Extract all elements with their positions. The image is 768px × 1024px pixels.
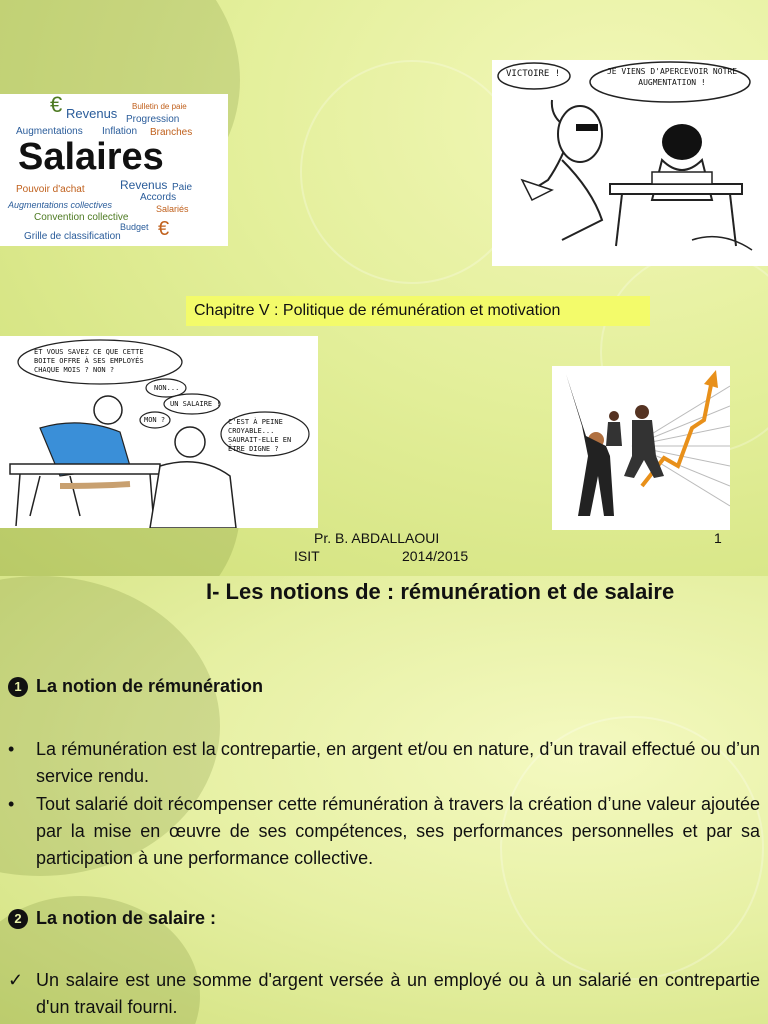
list-item bbox=[8, 967, 760, 1021]
chapter-title: Chapitre V : Politique de rémunération et motivation bbox=[186, 296, 650, 326]
word-cloud-image bbox=[0, 94, 228, 246]
speech-bubble: VICTOIRE ! bbox=[506, 69, 561, 79]
school-name: ISIT bbox=[294, 548, 320, 564]
speech-bubble: NON... bbox=[154, 384, 180, 392]
speech-bubble: MON ? bbox=[144, 416, 166, 424]
section-number: 2 bbox=[8, 909, 28, 929]
cloud-word: Bulletin de paie bbox=[132, 102, 187, 111]
list-item bbox=[8, 736, 760, 790]
bullet-mark: • bbox=[8, 794, 15, 814]
section-heading-text: La notion de rémunération bbox=[36, 676, 264, 696]
bullet-text: Tout salarié doit récompenser cette rémunération à travers la création d’une valeur ajoutée par la mise en œuvre de ses compétences, ses performances personnelles et par sa participation à une performance collective. bbox=[36, 794, 760, 868]
academic-year: 2014/2015 bbox=[402, 548, 469, 564]
cloud-word: Revenus bbox=[120, 178, 168, 192]
cloud-word: Convention collective bbox=[34, 212, 129, 223]
speech-bubble: JE VIENS D'APERCEVOIR NOTRE AUGMENTATION ! bbox=[606, 67, 738, 87]
cloud-word: Pouvoir d'achat bbox=[16, 184, 85, 195]
speech-bubble: UN SALAIRE ! bbox=[170, 400, 221, 408]
bullet-mark: • bbox=[8, 739, 15, 759]
section-heading-salaire bbox=[8, 908, 216, 929]
cartoon-salary-image bbox=[0, 336, 318, 528]
cloud-word: Progression bbox=[126, 114, 180, 125]
cloud-word: Budget bbox=[120, 222, 149, 232]
speech-bubble: C'EST À PEINE CROYABLE... SAURAIT-ELLE EN ÊTRE DIGNE ? bbox=[228, 418, 292, 453]
cloud-word: Branches bbox=[150, 127, 193, 138]
list-item bbox=[8, 791, 760, 872]
euro-symbol: € bbox=[50, 92, 63, 117]
cloud-word: Paie bbox=[172, 182, 193, 193]
cloud-word: Revenus bbox=[66, 106, 118, 121]
cloud-word: Augmentations collectives bbox=[8, 200, 113, 210]
euro-symbol: € bbox=[158, 218, 170, 240]
cloud-main-word: Salaires bbox=[18, 136, 164, 178]
section-heading-remuneration bbox=[8, 676, 263, 697]
cloud-word: Grille de classification bbox=[24, 231, 121, 242]
bullet-text: Un salaire est une somme d'argent versée à un employé ou à un salarié en contrepartie d'un travail fourni. bbox=[36, 970, 760, 1017]
section-heading-text: La notion de salaire : bbox=[36, 908, 217, 928]
author-name: Pr. B. ABDALLAOUI bbox=[314, 530, 440, 546]
background-swirl bbox=[300, 60, 524, 284]
slide-title: I- Les notions de : rémunération et de salaire bbox=[206, 579, 675, 604]
speech-bubble: ET VOUS SAVEZ CE QUE CETTE BOITE OFFRE À SES EMPLOYÉS CHAQUE MOIS ? NON ? bbox=[34, 348, 144, 374]
bullet-text: La rémunération est la contrepartie, en argent et/ou en nature, d’un travail effectué ou d’un service rendu. bbox=[36, 739, 760, 786]
cloud-word: Salariés bbox=[156, 204, 189, 214]
page-number: 1 bbox=[714, 530, 722, 546]
cloud-word: Augmentations bbox=[16, 126, 83, 137]
business-growth-image bbox=[552, 366, 730, 530]
cloud-word: Accords bbox=[140, 192, 177, 203]
cartoon-victory-image bbox=[492, 60, 768, 266]
section-number: 1 bbox=[8, 677, 28, 697]
cloud-word: Inflation bbox=[102, 126, 138, 137]
check-mark: ✓ bbox=[8, 970, 24, 990]
